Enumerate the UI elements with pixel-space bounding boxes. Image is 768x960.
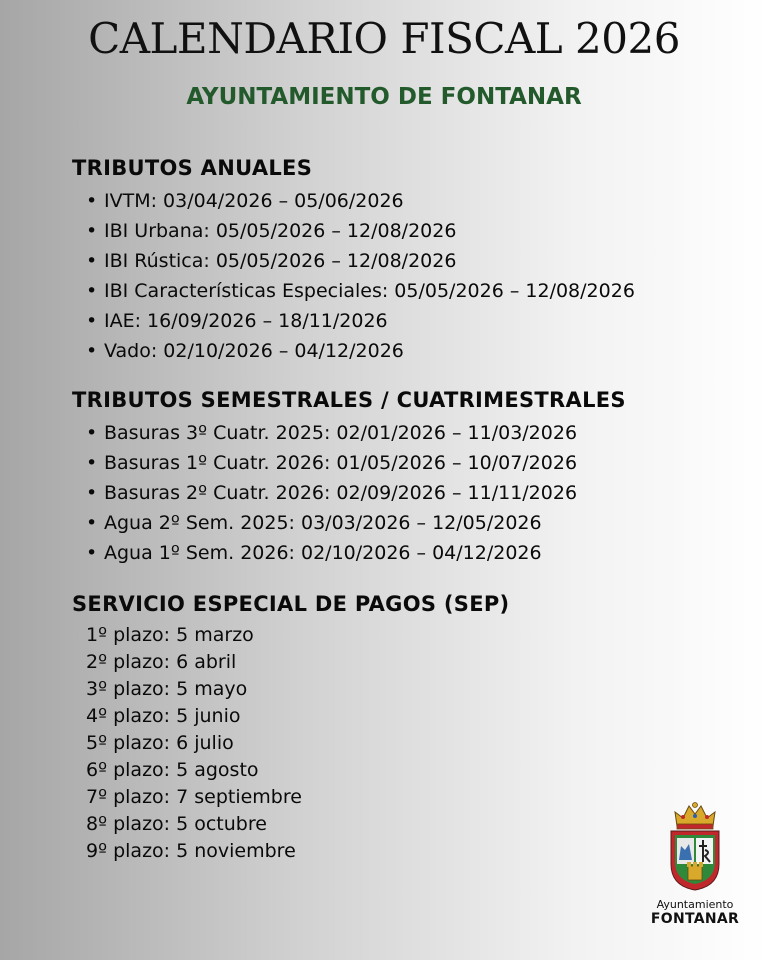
list-item: 5º plazo: 6 julio: [86, 732, 234, 754]
section-tributos-semestrales: [72, 388, 752, 568]
list-item: • IBI Urbana: 05/05/2026 – 12/08/2026: [86, 220, 457, 242]
list-item: 7º plazo: 7 septiembre: [86, 786, 302, 808]
list-item: • IVTM: 03/04/2026 – 05/06/2026: [86, 190, 404, 212]
list-item: • Vado: 02/10/2026 – 04/12/2026: [86, 340, 404, 362]
list-item: • IAE: 16/09/2026 – 18/11/2026: [86, 310, 388, 332]
list-item: • Basuras 1º Cuatr. 2026: 01/05/2026 – 10/07/2026: [86, 452, 578, 474]
list-item: 2º plazo: 6 abril: [86, 651, 237, 673]
list-item: 3º plazo: 5 mayo: [86, 678, 248, 700]
list-item: • Basuras 3º Cuatr. 2025: 02/01/2026 – 11/03/2026: [86, 422, 578, 444]
page-subtitle: AYUNTAMIENTO DE FONTANAR: [186, 84, 582, 110]
section-heading: SERVICIO ESPECIAL DE PAGOS (SEP): [72, 592, 510, 616]
coat-of-arms-icon: [667, 800, 723, 892]
list-item: 9º plazo: 5 noviembre: [86, 840, 296, 862]
logo-line-2: FONTANAR: [650, 911, 740, 927]
list-item: • Agua 1º Sem. 2026: 02/10/2026 – 04/12/2026: [86, 542, 542, 564]
page-title: CALENDARIO FISCAL 2026: [88, 14, 680, 63]
section-heading: TRIBUTOS SEMESTRALES / CUATRIMESTRALES: [72, 388, 626, 412]
list-item: 8º plazo: 5 octubre: [86, 813, 267, 835]
list-item: • Basuras 2º Cuatr. 2026: 02/09/2026 – 11/11/2026: [86, 482, 578, 504]
section-tributos-anuales: [72, 156, 752, 366]
list-item: 1º plazo: 5 marzo: [86, 624, 254, 646]
anuales-list: [72, 186, 752, 366]
list-item: 4º plazo: 5 junio: [86, 705, 241, 727]
ayuntamiento-logo: [640, 800, 750, 927]
list-item: 6º plazo: 5 agosto: [86, 759, 259, 781]
list-item: • IBI Rústica: 05/05/2026 – 12/08/2026: [86, 250, 457, 272]
semestrales-list: [72, 418, 752, 568]
list-item: • Agua 2º Sem. 2025: 03/03/2026 – 12/05/2026: [86, 512, 542, 534]
logo-line-1: Ayuntamiento: [656, 898, 734, 911]
list-item: • IBI Características Especiales: 05/05/2026 – 12/08/2026: [86, 280, 635, 302]
section-heading: TRIBUTOS ANUALES: [72, 156, 313, 180]
